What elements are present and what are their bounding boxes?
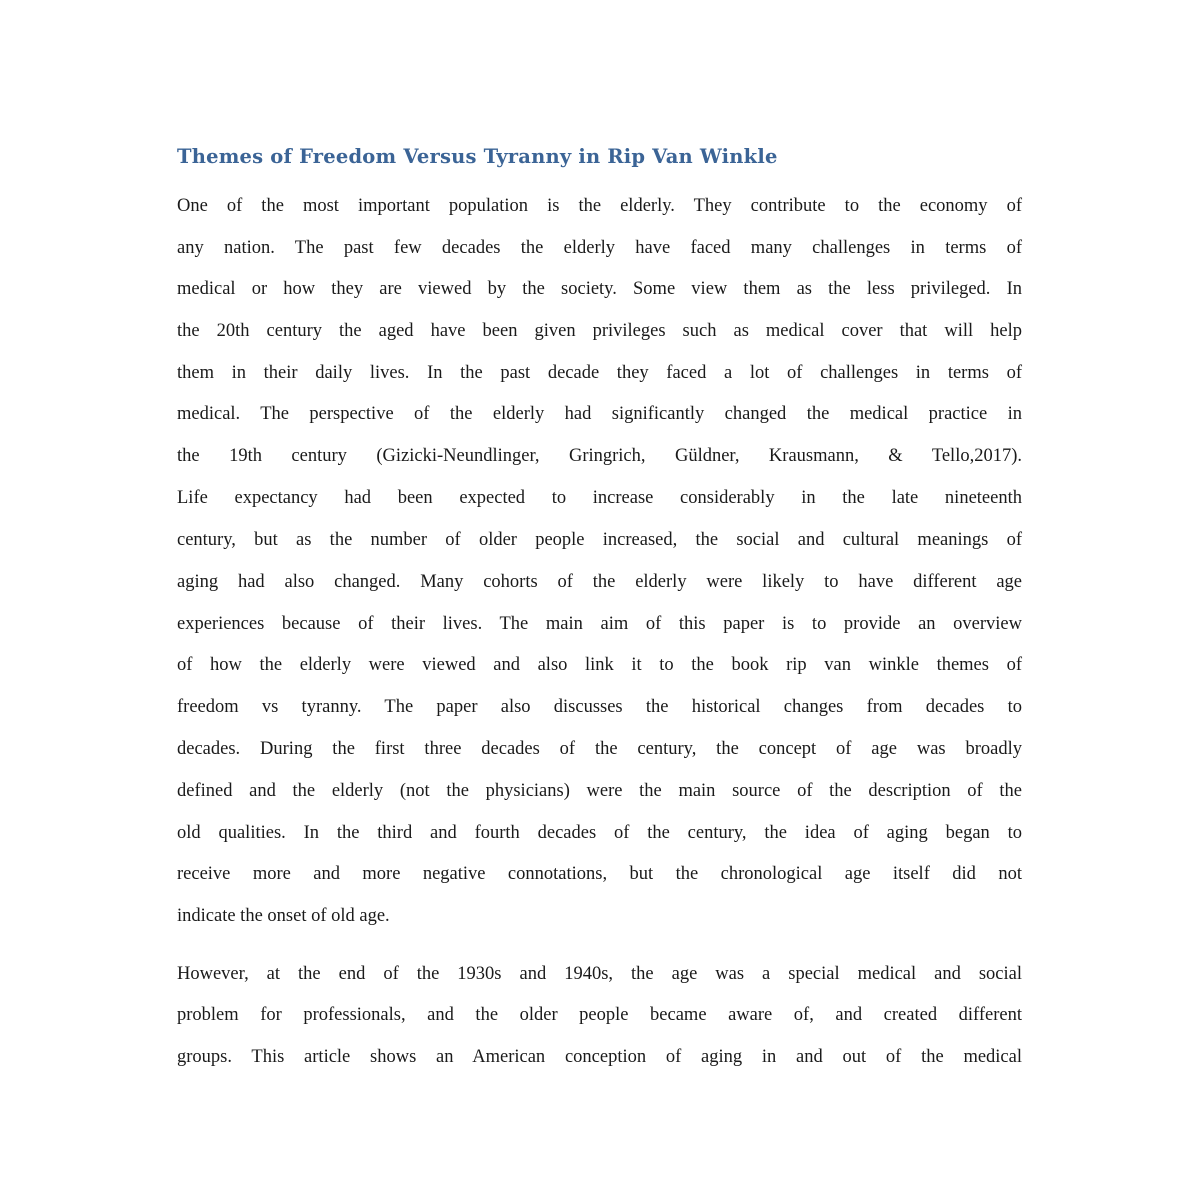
text-line: of how the elderly were viewed and also link it to the book rip van winkle themes of (177, 655, 1022, 675)
text-line: medical or how they are viewed by the society. Some view them as the less privileged. In (177, 279, 1022, 299)
text-line: aging had also changed. Many cohorts of the elderly were likely to have different age (177, 572, 1022, 592)
text-line: groups. This article shows an American conception of aging in and out of the medical (177, 1047, 1022, 1067)
text-line: Life expectancy had been expected to increase considerably in the late nineteenth (177, 488, 1022, 508)
text-line: experiences because of their lives. The main aim of this paper is to provide an overview (177, 614, 1022, 634)
text-line: decades. During the first three decades of the century, the concept of age was broadly (177, 739, 1022, 759)
text-line: them in their daily lives. In the past decade they faced a lot of challenges in terms of (177, 363, 1022, 383)
document-title: Themes of Freedom Versus Tyranny in Rip Van Winkle (177, 145, 778, 168)
text-line: problem for professionals, and the older people became aware of, and created different (177, 1005, 1022, 1025)
text-line: However, at the end of the 1930s and 1940s, the age was a special medical and social (177, 964, 1022, 984)
text-line: any nation. The past few decades the elderly have faced many challenges in terms of (177, 238, 1022, 258)
text-line: receive more and more negative connotations, but the chronological age itself did not (177, 864, 1022, 884)
text-line: defined and the elderly (not the physicians) were the main source of the description of the (177, 781, 1022, 801)
text-line: century, but as the number of older people increased, the social and cultural meanings of (177, 530, 1022, 550)
text-line: One of the most important population is the elderly. They contribute to the economy of (177, 196, 1022, 216)
text-line: the 20th century the aged have been given privileges such as medical cover that will help (177, 321, 1022, 341)
text-line: indicate the onset of old age. (177, 906, 390, 926)
text-line: freedom vs tyranny. The paper also discusses the historical changes from decades to (177, 697, 1022, 717)
text-line: old qualities. In the third and fourth decades of the century, the idea of aging began to (177, 823, 1022, 843)
text-line: the 19th century (Gizicki-Neundlinger, Gringrich, Güldner, Krausmann, & Tello,2017). (177, 446, 1022, 466)
text-line: medical. The perspective of the elderly had significantly changed the medical practice in (177, 404, 1022, 424)
